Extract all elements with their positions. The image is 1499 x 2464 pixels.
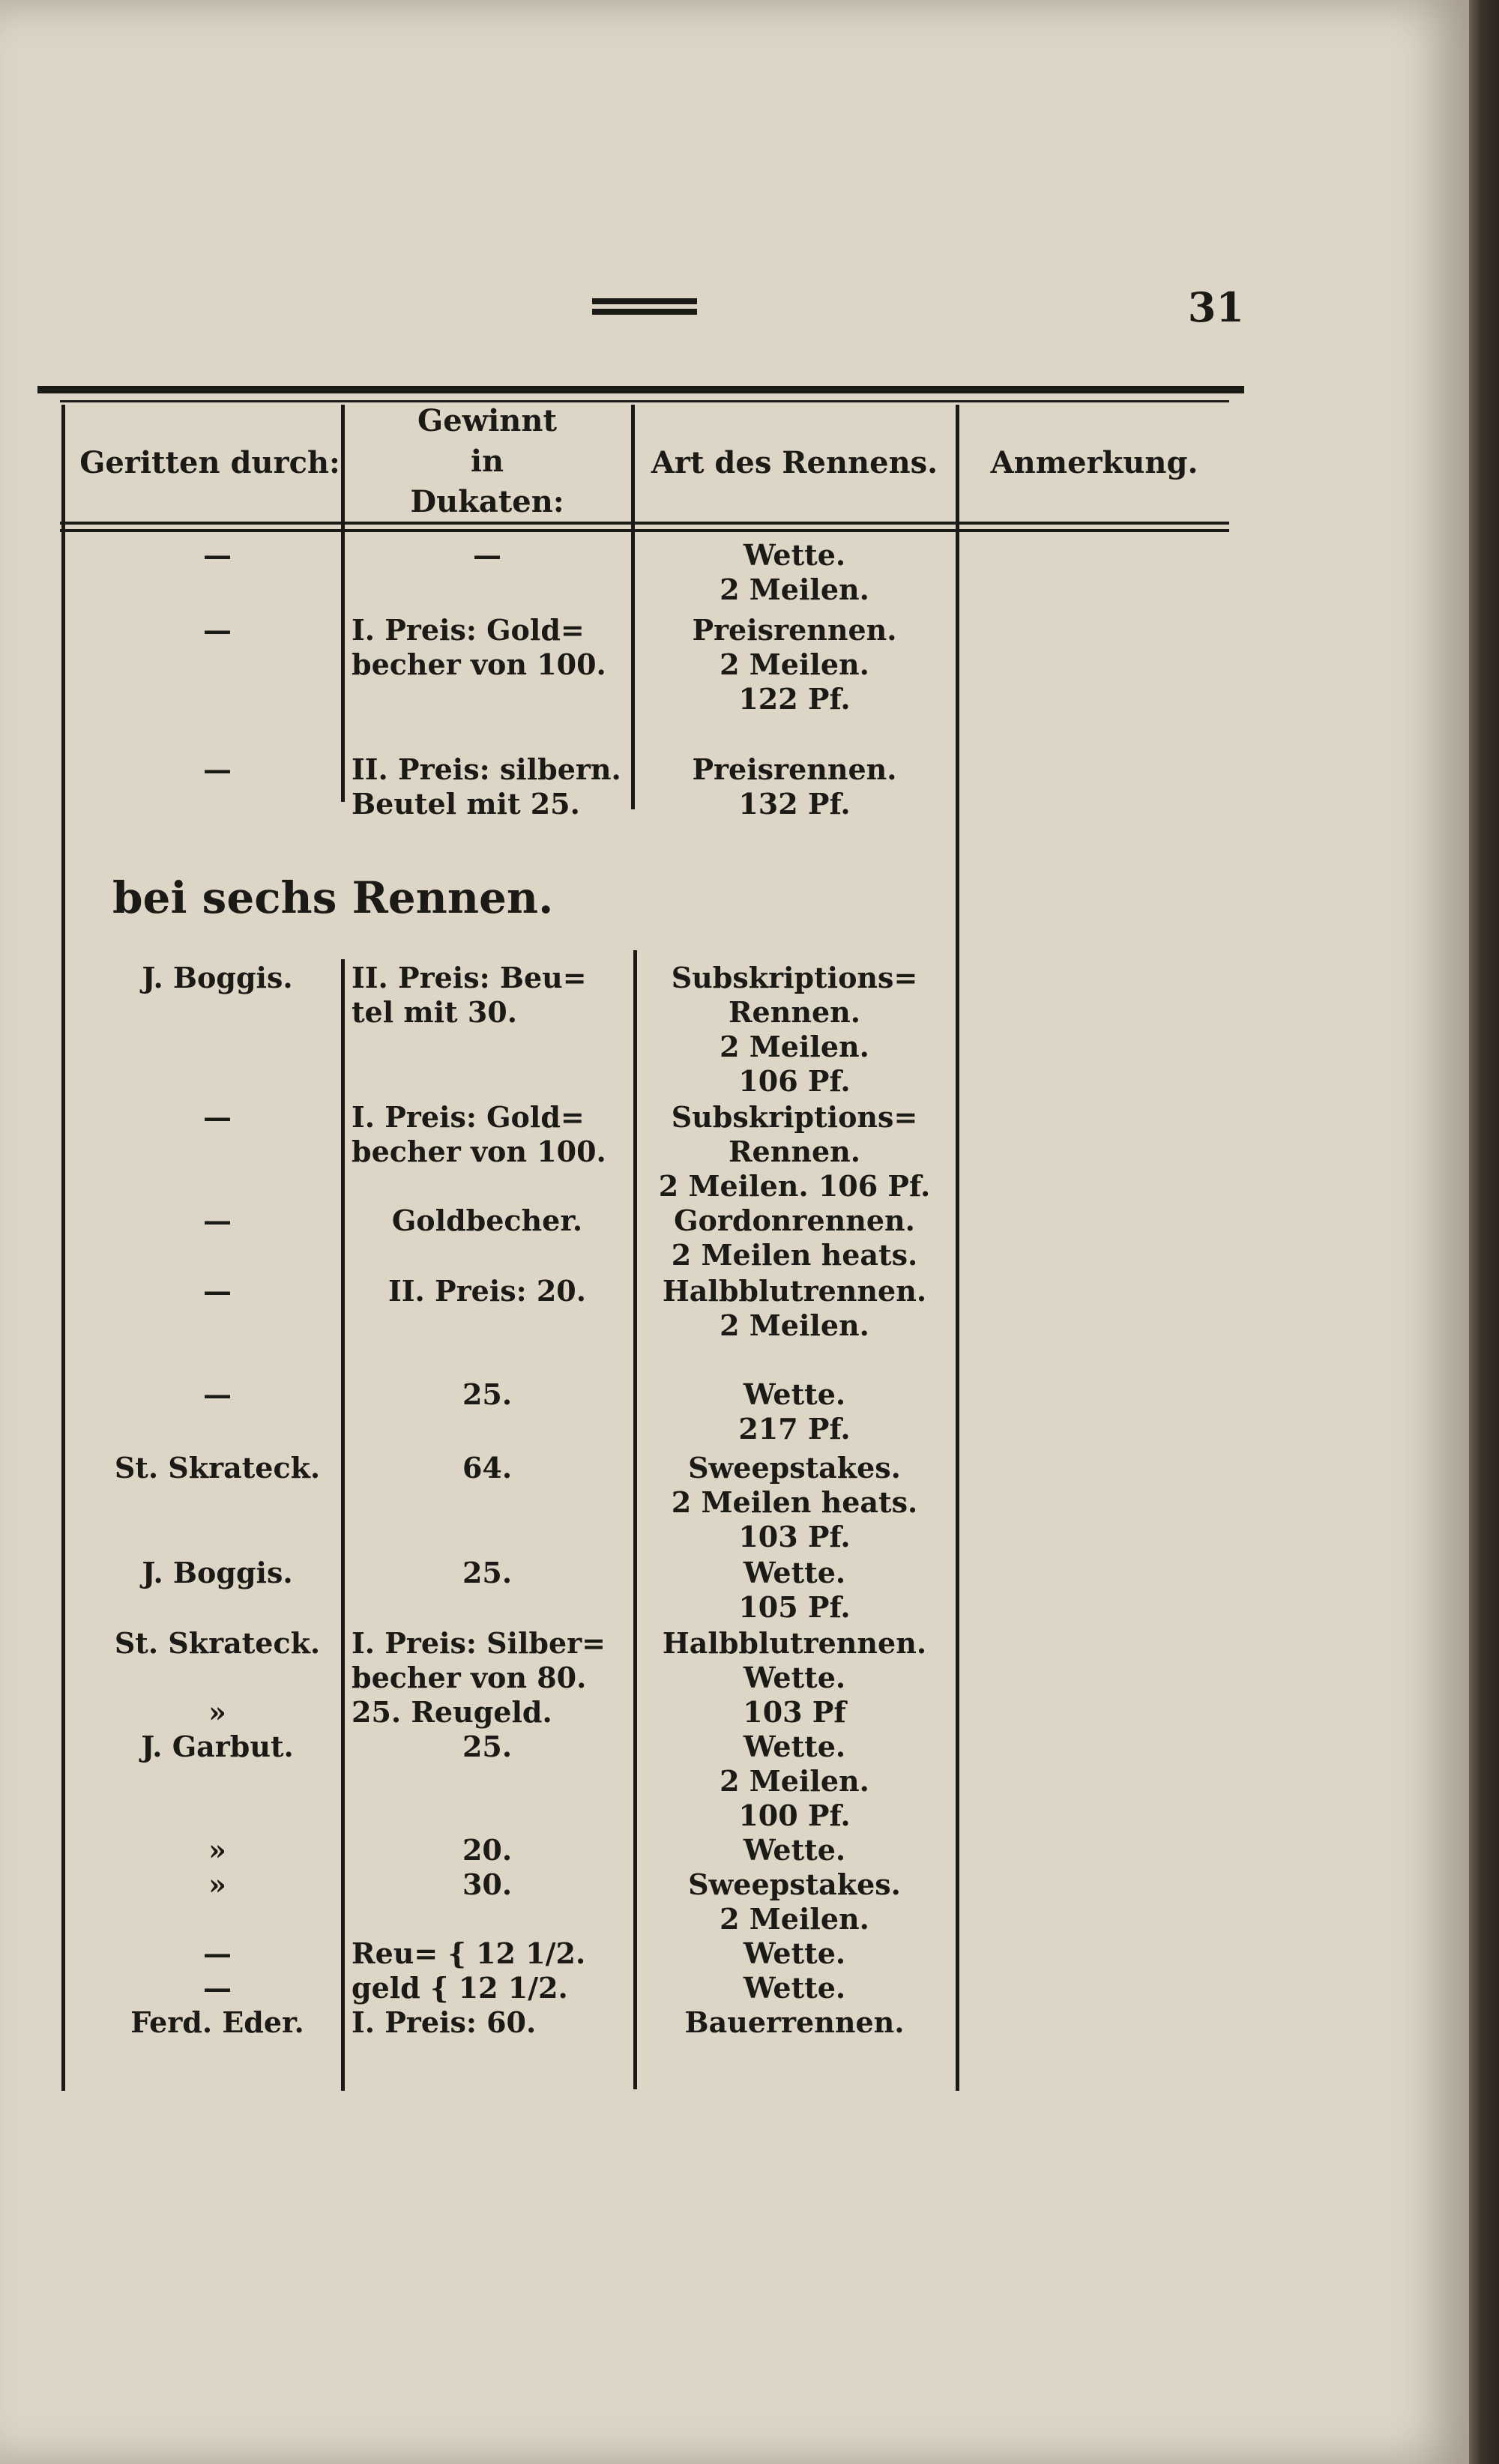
- header-winnings-line1: Gewinnt: [417, 403, 557, 438]
- table-row: — 25. Wette.: [203, 1377, 846, 1411]
- table-row: 2 Meilen.: [720, 1030, 869, 1063]
- table-row: — geld { 12 1/2. Wette.: [203, 1971, 846, 2005]
- table-row: St. Skrateck. I. Preis: Silber= Halbblutrennen.: [114, 1626, 927, 1660]
- table-row: 2 Meilen. 106 Pf.: [658, 1169, 931, 1203]
- table-row: 2 Meilen.: [720, 573, 869, 606]
- table-row: 2 Meilen.: [720, 1308, 869, 1342]
- table-row: Ferd. Eder. I. Preis: 60. Bauerrennen.: [130, 2005, 905, 2039]
- table-row: St. Skrateck. 64. Sweepstakes.: [114, 1451, 901, 1485]
- table-row: becher von 100. Rennen.: [352, 1135, 861, 1168]
- header-winnings-line2: in: [470, 444, 504, 479]
- table-row: 122 Pf.: [738, 682, 851, 716]
- table-row: 105 Pf.: [738, 1590, 851, 1624]
- header-rule: [60, 522, 1229, 525]
- table-row: — II. Preis: 20. Halbblutrennen.: [203, 1274, 927, 1308]
- book-spine-edge: [1469, 0, 1499, 2464]
- table-row: J. Boggis. II. Preis: Beu= Subskriptions=: [142, 961, 918, 994]
- table-row: 103 Pf.: [738, 1520, 851, 1553]
- table-row: — I. Preis: Gold= Preisrennen.: [203, 613, 897, 647]
- top-rule: [37, 386, 1244, 393]
- table-row: » 25. Reugeld. 103 Pf: [208, 1695, 846, 1729]
- table-row: — Goldbecher. Gordonrennen.: [203, 1204, 915, 1237]
- header-ridden-by: Geritten durch:: [79, 445, 340, 480]
- table-row: 217 Pf.: [738, 1412, 851, 1446]
- section-title: bei sechs Rennen.: [112, 872, 554, 923]
- table-row: Beutel mit 25. 132 Pf.: [352, 787, 851, 821]
- top-rule-thin: [60, 400, 1229, 402]
- table-row: 2 Meilen heats.: [671, 1238, 918, 1272]
- table-row: J. Boggis. 25. Wette.: [142, 1556, 846, 1589]
- header-remarks: Anmerkung.: [990, 445, 1198, 480]
- header-ornament: [592, 298, 697, 318]
- table-row: 2 Meilen.: [720, 1902, 869, 1936]
- header-rule-2: [60, 529, 1229, 532]
- table-row: J. Garbut. 25. Wette.: [141, 1730, 846, 1763]
- table-row: tel mit 30. Rennen.: [352, 995, 861, 1029]
- table-row: 106 Pf.: [738, 1064, 851, 1098]
- column-line-2: [631, 405, 635, 809]
- table-row: becher von 80. Wette.: [352, 1661, 846, 1694]
- table-row: — I. Preis: Gold= Subskriptions=: [203, 1100, 918, 1134]
- table-row: 100 Pf.: [738, 1799, 851, 1832]
- table-row: 2 Meilen.: [720, 1764, 869, 1798]
- table-row: becher von 100. 2 Meilen.: [352, 647, 869, 681]
- table-row: — — Wette.: [203, 538, 846, 572]
- header-winnings-line3: Dukaten:: [410, 484, 564, 519]
- table-row: — Reu= { 12 1/2. Wette.: [203, 1936, 846, 1970]
- table-row: 2 Meilen heats.: [671, 1485, 918, 1519]
- page-number: 31: [1187, 283, 1244, 331]
- header-race-type: Art des Rennens.: [651, 445, 938, 480]
- table-row: » 20. Wette.: [208, 1833, 846, 1867]
- table-row: — II. Preis: silbern. Preisrennen.: [203, 752, 897, 786]
- table-row: » 30. Sweepstakes.: [208, 1867, 901, 1901]
